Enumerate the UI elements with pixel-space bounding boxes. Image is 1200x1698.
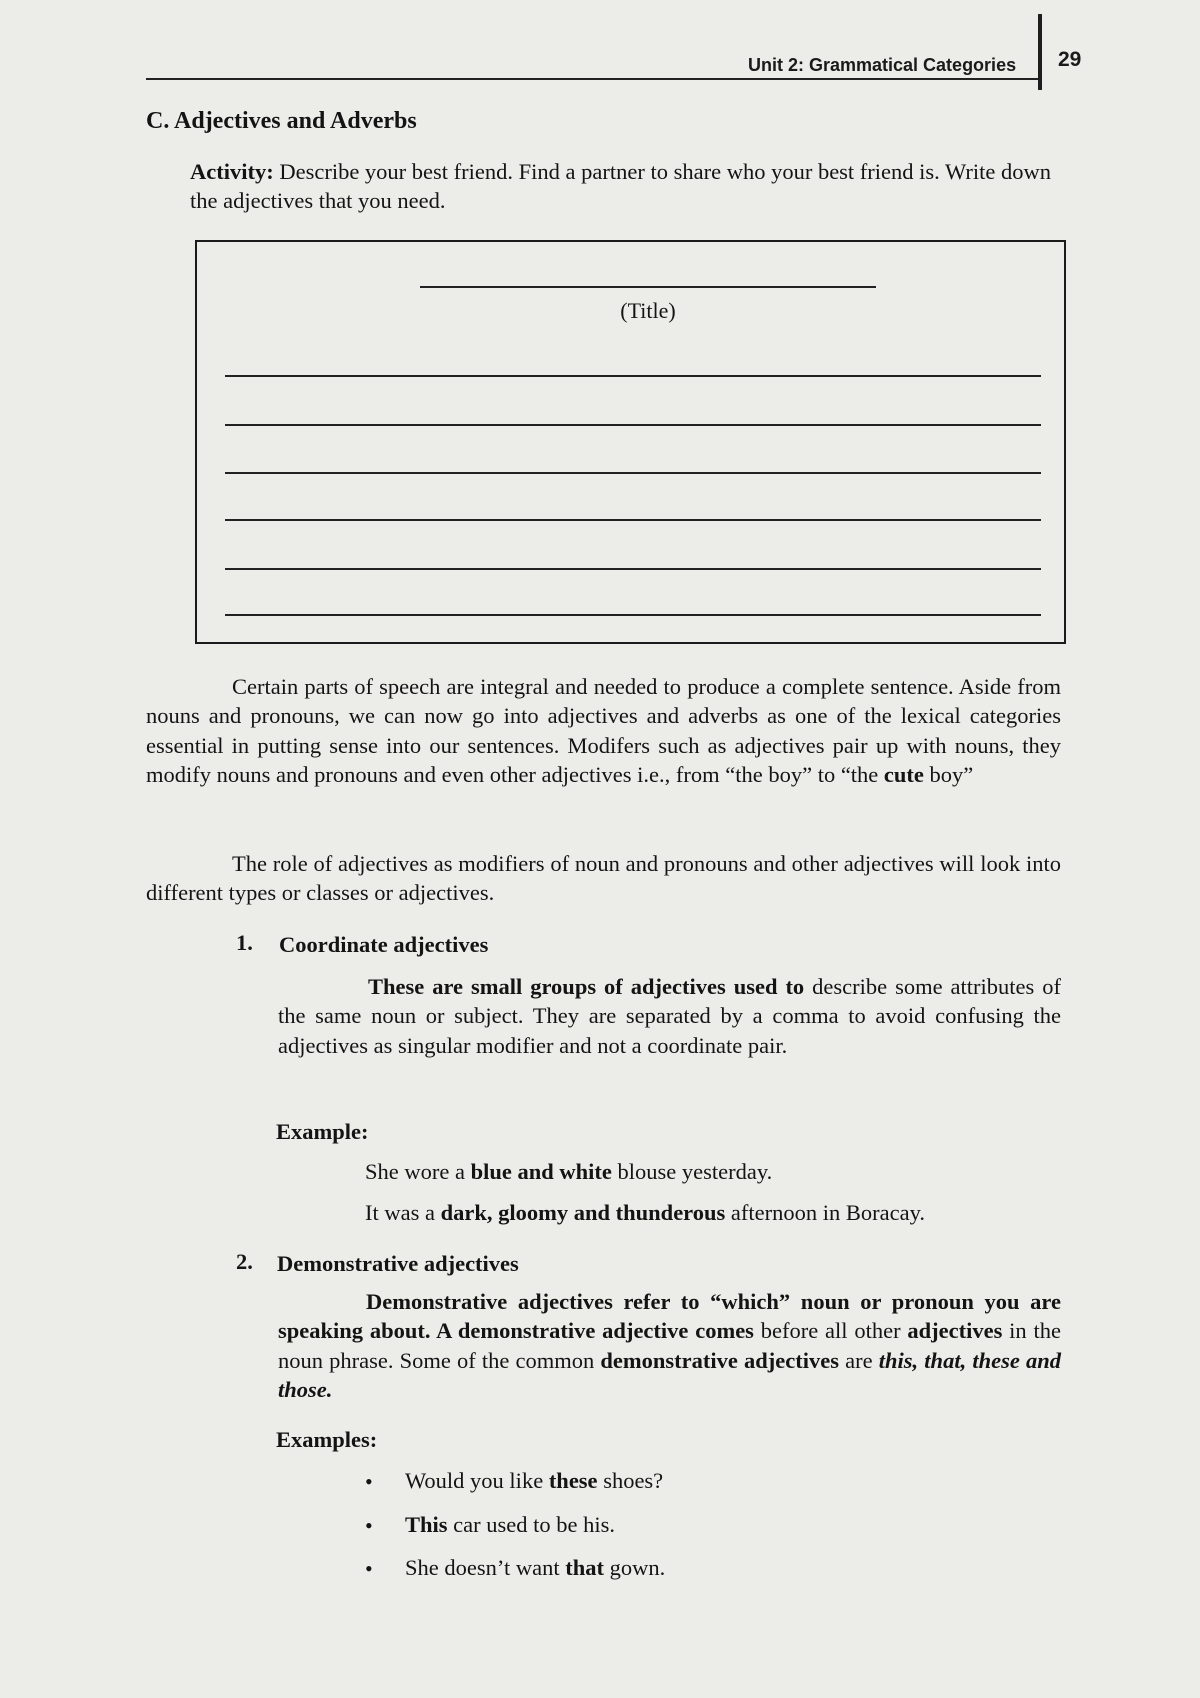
writing-line: [225, 424, 1041, 426]
bullet-example-text: She doesn’t want: [405, 1555, 566, 1580]
example-adjectives: dark, gloomy and thunderous: [440, 1200, 726, 1225]
bullet-icon: •: [365, 1513, 373, 1538]
demonstrative-description-bold: adjectives: [907, 1318, 1003, 1344]
header-rule: [146, 78, 1038, 80]
coordinate-description-bold: These are small groups of adjectives used to: [368, 974, 805, 999]
example-text: blouse yesterday.: [611, 1159, 773, 1184]
example-sentence: [365, 1198, 925, 1227]
bullet-example: [405, 1466, 663, 1495]
title-label: (Title): [620, 298, 676, 323]
list-number: 1.: [236, 930, 253, 955]
intro-paragraph-text: Certain parts of speech are integral and needed to produce a complete sentence. Aside from nouns and pronouns, we can now go into adjectives and adverbs as one of the lexical categories essential in putting sense into our sentences. Modifers such as adjectives pair up with nouns, they modify nouns and pronouns and even other adjectives i.e., from “the boy” to “the: [146, 674, 1061, 787]
coordinate-adjectives-heading: Coordinate adjectives: [279, 932, 489, 957]
example-text: She wore a: [365, 1159, 471, 1184]
intro-paragraph-end: boy”: [923, 761, 974, 787]
intro-paragraph: [146, 672, 1061, 789]
example-text: afternoon in Boracay.: [725, 1200, 925, 1225]
title-blank-line: [420, 286, 876, 288]
demonstrative-description-text: in the noun phrase. Some of the common: [278, 1318, 1061, 1373]
coordinate-description-text: describe some attributes of the same noun or subject. They are separated by a comma to avoid confusing the adjectives as singular modifier and not a coordinate pair.: [278, 974, 1061, 1058]
header-vertical-bar: [1038, 14, 1042, 90]
writing-line: [225, 568, 1041, 570]
role-paragraph: The role of adjectives as modifiers of noun and pronouns and other adjectives will look into different types or classes or adjectives.: [146, 851, 1061, 906]
demonstrative-description-bold: Demonstrative adjectives refer to “which” noun or pronoun you are speaking about. A demonstrative adjective comes: [278, 1289, 1061, 1344]
writing-line: [225, 375, 1041, 377]
examples-label: Examples:: [276, 1427, 378, 1452]
activity-text: Describe your best friend. Find a partner to share who your best friend is. Write down the adjectives that you need.: [190, 159, 1051, 214]
writing-line: [225, 614, 1041, 616]
bullet-example: [405, 1553, 665, 1582]
demonstrative-examples-italic: this, that, these and those.: [278, 1347, 1061, 1402]
demonstrative-adjectives-description: [278, 1287, 1061, 1404]
section-heading: C. Adjectives and Adverbs: [146, 108, 417, 134]
writing-line: [225, 519, 1041, 521]
example-text: It was a: [365, 1200, 441, 1225]
activity-label: Activity:: [190, 159, 274, 184]
demonstrative-description-text: before all other: [753, 1318, 908, 1344]
bullet-example-bold: This: [405, 1512, 448, 1537]
bullet-icon: •: [365, 1469, 373, 1494]
writing-line: [225, 472, 1041, 474]
coordinate-adjectives-description: [278, 972, 1061, 1060]
example-label: Example:: [276, 1119, 369, 1144]
example-sentence: [365, 1157, 772, 1186]
bullet-example-text: car used to be his.: [447, 1512, 615, 1537]
bullet-icon: •: [365, 1556, 373, 1581]
running-header-unit-title: Unit 2: Grammatical Categories: [748, 55, 1017, 75]
bullet-example-bold: that: [565, 1555, 604, 1580]
bullet-example-bold: these: [548, 1468, 598, 1493]
example-adjectives: blue and white: [470, 1159, 612, 1184]
activity-instructions: [190, 157, 1065, 216]
page-number: 29: [1058, 48, 1082, 71]
intro-paragraph-bold: cute: [883, 761, 924, 787]
demonstrative-description-text: are: [839, 1347, 879, 1373]
bullet-example-text: shoes?: [597, 1468, 664, 1493]
bullet-example-text: Would you like: [405, 1468, 549, 1493]
list-number: 2.: [236, 1249, 253, 1274]
bullet-example: [405, 1510, 615, 1539]
demonstrative-adjectives-heading: Demonstrative adjectives: [277, 1251, 519, 1276]
bullet-example-text: gown.: [603, 1555, 666, 1580]
demonstrative-description-bold: demonstrative adjectives: [600, 1347, 840, 1373]
